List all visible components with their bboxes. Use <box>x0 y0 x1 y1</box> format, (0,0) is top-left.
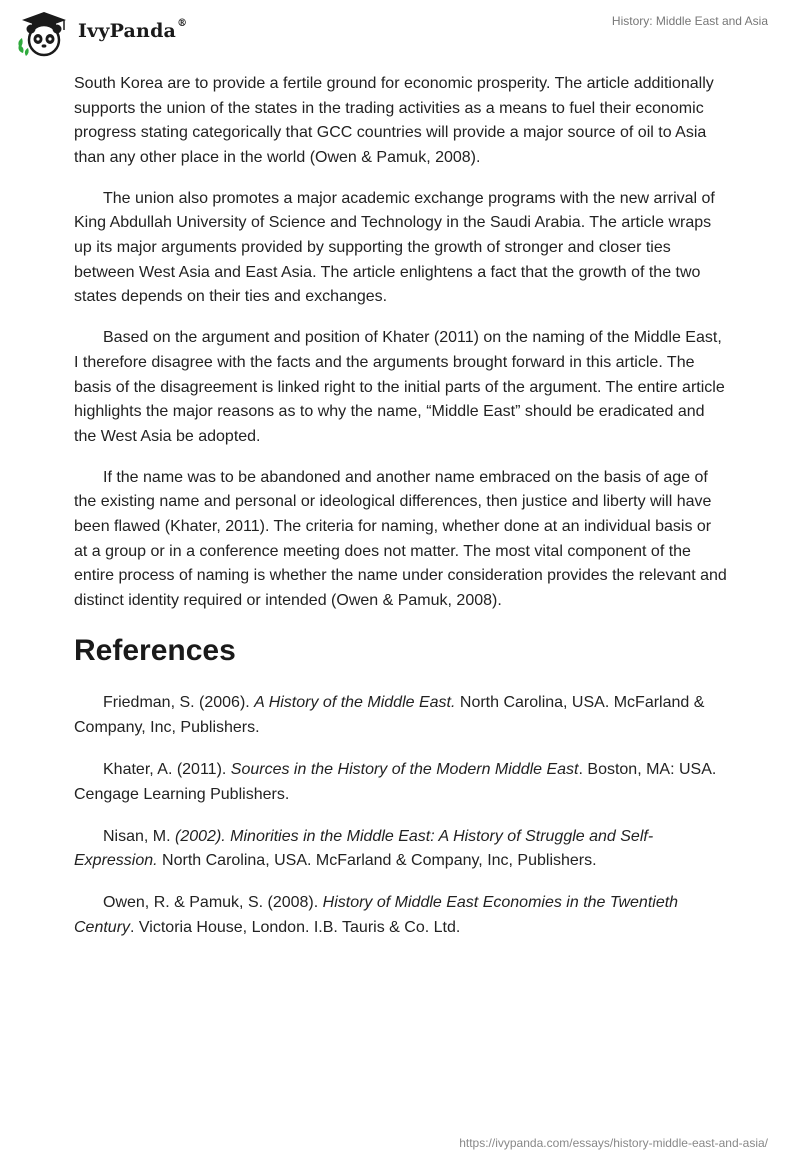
registered-mark: ® <box>177 18 188 29</box>
paragraph: The union also promotes a major academic exchange programs with the new arrival of King Abdullah University of Science and Technology in the Saudi Arabia. The article wraps up its major arguments provided by supporting the growth of stronger and closer ties between West Asia and East Asia. The article enlightens a fact that the growth of the two states depends on their ties and exchanges. <box>74 189 715 306</box>
reference-item <box>74 825 728 874</box>
reference-author: Friedman, S. (2006). <box>103 694 255 712</box>
brand-text: IvyPanda <box>78 20 177 42</box>
reference-title: History of Middle East Economies in the Twentieth Century <box>74 894 679 937</box>
reference-title: (2002). Minorities in the Middle East: A History of Struggle and Self-Expression. <box>74 827 654 870</box>
reference-item <box>74 891 728 940</box>
reference-item <box>74 691 728 740</box>
paragraph: Based on the argument and position of Khater (2011) on the naming of the Middle East, I therefore disagree with the facts and the arguments brought forward in this article. The basis of the disagreement is linked right to the initial parts of the argument. The entire article highlights the major reasons as to why the name, “Middle East” should be eradicated and the West Asia be adopted. <box>74 329 725 445</box>
reference-author: Khater, A. (2011). <box>103 761 231 779</box>
paragraph: If the name was to be abandoned and another name embraced on the basis of age of the existing name and personal or ideological differences, then justice and liberty will have been flawed (Khater, 2011). The criteria for naming, whether done at an individual basis or at a group or in a conference meeting does not matter. The most vital component of the entire process of naming is whether the name under consideration provides the relevant and distinct identity required or intended (Owen & Pamuk, 2008). <box>74 468 727 609</box>
page-title: History: Middle East and Asia <box>611 14 768 28</box>
brand-name[interactable] <box>78 20 187 42</box>
page-header <box>0 0 800 64</box>
reference-author: Nisan, M. <box>103 827 176 845</box>
reference-author: Owen, R. & Pamuk, S. (2008). <box>103 894 323 912</box>
source-url[interactable]: https://ivypanda.com/essays/history-middle-east-and-asia/ <box>459 1136 768 1150</box>
reference-publisher: North Carolina, USA. McFarland & Company, Inc, Publishers. <box>157 852 597 870</box>
reference-publisher: . Boston, MA: USA. Cengage Learning Publishers. <box>74 761 717 803</box>
reference-publisher: North Carolina, USA. McFarland & Company, Inc, Publishers. <box>74 694 705 736</box>
reference-publisher: . Victoria House, London. I.B. Tauris & Co. Ltd. <box>130 919 461 937</box>
reference-title: Sources in the History of the Modern Middle East <box>230 761 579 779</box>
references-heading: References <box>74 634 236 668</box>
essay-body <box>74 72 728 958</box>
reference-item <box>74 758 728 807</box>
panda-logo-icon[interactable] <box>14 8 76 58</box>
reference-title: A History of the Middle East. <box>254 694 456 712</box>
paragraph: South Korea are to provide a fertile ground for economic prosperity. The article additionally supports the union of the states in the trading activities as a means to fuel their economic progress stating categorically that GCC countries will provide a major source of oil to Asia than any other place in the world (Owen & Pamuk, 2008). <box>74 75 714 166</box>
